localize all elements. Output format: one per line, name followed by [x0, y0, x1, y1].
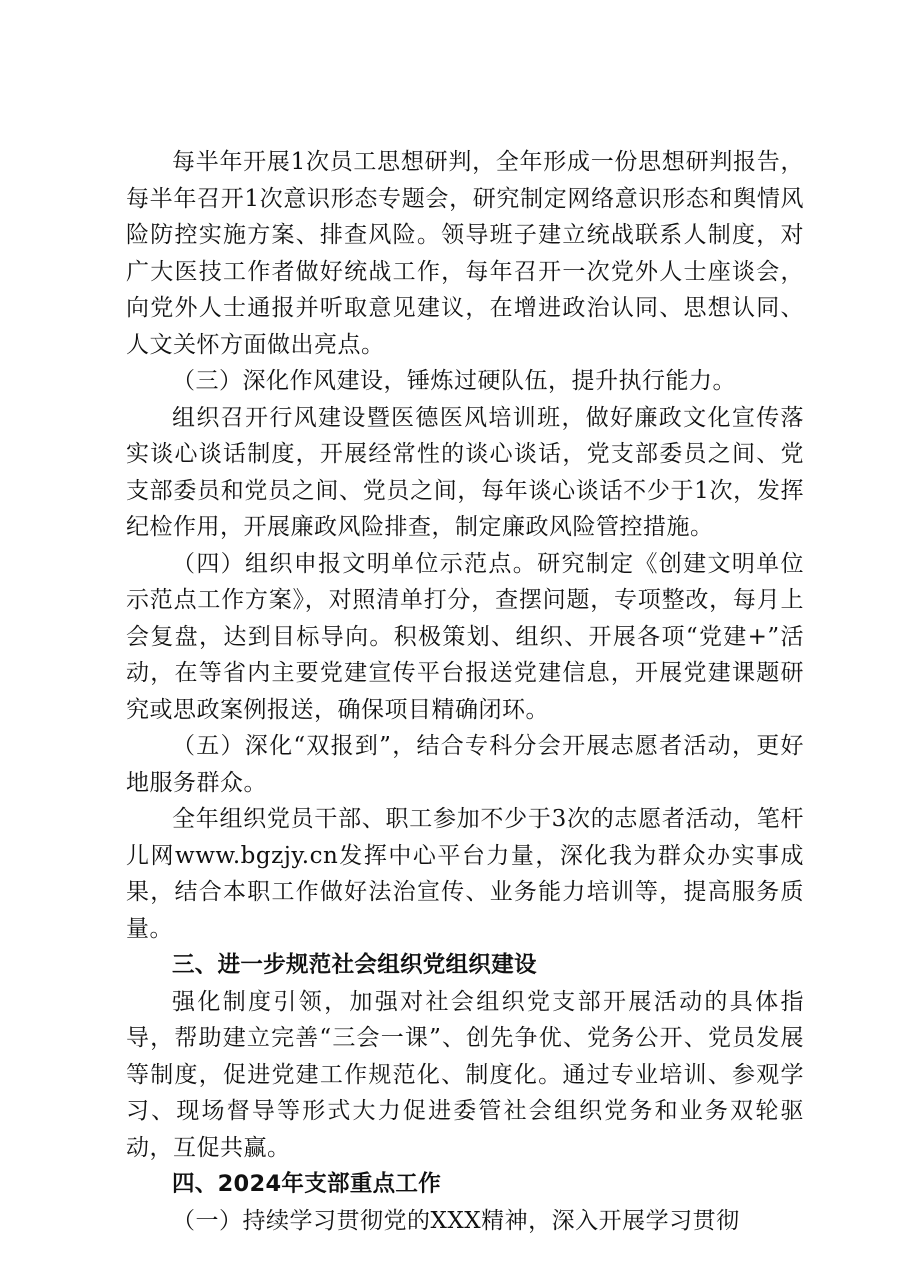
- paragraph-volunteer-activities: 全年组织党员干部、职工参加不少于3次的志愿者活动，笔杆儿网www.bgzjy.cn发挥中心平台力量，深化我为群众办实事成果，结合本职工作做好法治宣传、业务能力培训等，提高服务质量。: [126, 806, 804, 942]
- subheading-work-style: （三）深化作风建设，锤炼过硬队伍，提升执行能力。: [172, 368, 736, 394]
- subheading-study-spirit: （一）持续学习贯彻党的XXX精神，深入开展学习贯彻: [172, 1207, 740, 1234]
- paragraph-ideology-work: 每半年开展1次员工思想研判，全年形成一份思想研判报告，每半年召开1次意识形态专题会，研究制定网络意识形态和舆情风险防控实施方案、排查风险。领导班子建立统战联系人制度，对广大医技工作者做好统战工作，每年召开一次党外人士座谈会，向党外人士通报并听取意见建议，在增进政治认同、思想认同、人文关怀方面做出亮点。: [126, 149, 804, 358]
- subheading-double-report: （五）深化“双报到”，结合专科分会开展志愿者活动，更好地服务群众。: [126, 733, 804, 796]
- section-heading-2024-key-work: 四、2024年支部重点工作: [172, 1171, 442, 1197]
- paragraph-civilized-unit: （四）组织申报文明单位示范点。研究制定《创建文明单位示范点工作方案》，对照清单打分，查摆问题，专项整改，每月上会复盘，达到目标导向。积极策划、组织、开展各项“党建+”活动，在等省内主要党建宣传平台报送党建信息，开展党建课题研究或思政案例报送，确保项目精确闭环。: [126, 550, 804, 723]
- section-heading-social-organization: 三、进一步规范社会组织党组织建设: [172, 952, 537, 978]
- paragraph-integrity-training: 组织召开行风建设暨医德医风培训班，做好廉政文化宣传落实谈心谈话制度，开展经常性的谈心谈话，党支部委员之间、党支部委员和党员之间、党员之间，每年谈心谈话不少于1次，发挥纪检作用，开展廉政风险排查，制定廉政风险管控措施。: [126, 404, 804, 540]
- paragraph-system-guidance: 强化制度引领，加强对社会组织党支部开展活动的具体指导，帮助建立完善“三会一课”、创先争优、党务公开、党员发展等制度，促进党建工作规范化、制度化。通过专业培训、参观学习、现场督导等形式大力促进委管社会组织党务和业务双轮驱动，互促共赢。: [126, 988, 804, 1161]
- document-body: [126, 144, 804, 1239]
